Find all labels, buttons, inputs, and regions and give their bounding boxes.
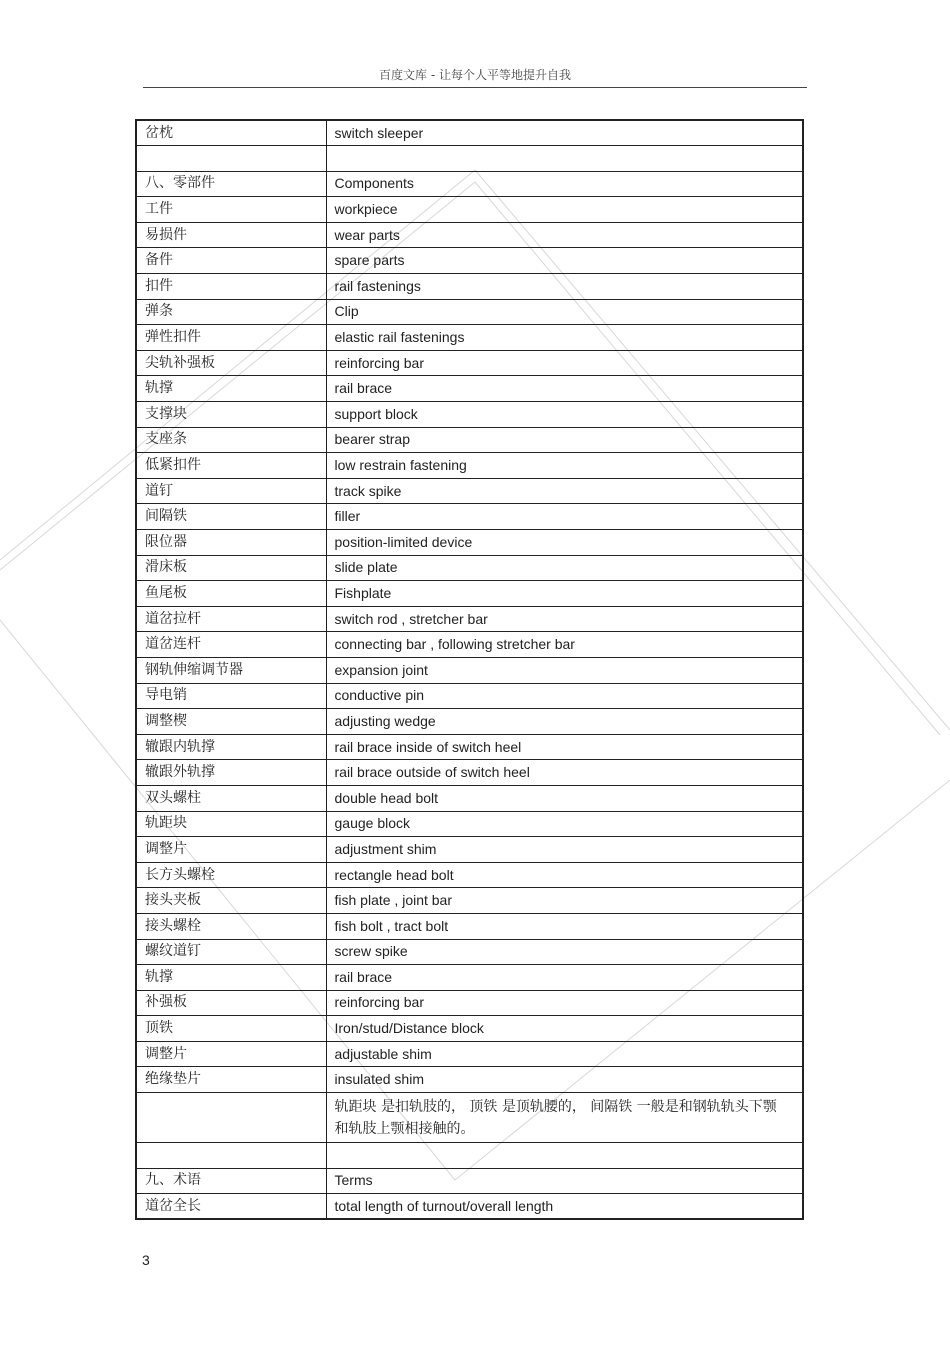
- term-english: screw spike: [326, 939, 803, 965]
- note-text: 轨距块 是扣轨肢的， 顶铁 是顶轨腰的， 间隔铁 一般是和钢轨轨头下颚和轨肢上颚相接触的。: [326, 1093, 803, 1143]
- table-row: [136, 657, 803, 683]
- term-chinese: 螺纹道钉: [136, 939, 326, 965]
- term-english: Fishplate: [326, 581, 803, 607]
- term-chinese: 扣件: [136, 274, 326, 300]
- term-english: rail brace outside of switch heel: [326, 760, 803, 786]
- term-chinese: 岔枕: [136, 120, 326, 146]
- term-english: rectangle head bolt: [326, 862, 803, 888]
- term-chinese: 支撑块: [136, 402, 326, 428]
- term-english: connecting bar , following stretcher bar: [326, 632, 803, 658]
- term-english: track spike: [326, 478, 803, 504]
- term-english: conductive pin: [326, 683, 803, 709]
- term-english: wear parts: [326, 222, 803, 248]
- term-chinese: 道岔连杆: [136, 632, 326, 658]
- table-row: [136, 197, 803, 223]
- term-english: filler: [326, 504, 803, 530]
- term-chinese: 工件: [136, 197, 326, 223]
- term-english: switch rod , stretcher bar: [326, 606, 803, 632]
- term-english: insulated shim: [326, 1067, 803, 1093]
- table-row: [136, 965, 803, 991]
- table-row: [136, 709, 803, 735]
- term-chinese: 易损件: [136, 222, 326, 248]
- table-row: [136, 146, 803, 172]
- term-english: fish bolt , tract bolt: [326, 913, 803, 939]
- term-english: position-limited device: [326, 530, 803, 556]
- term-chinese: 接头螺栓: [136, 913, 326, 939]
- table-row: [136, 299, 803, 325]
- table-row: [136, 581, 803, 607]
- table-row: [136, 325, 803, 351]
- table-row: [136, 1143, 803, 1169]
- term-english: rail brace: [326, 376, 803, 402]
- term-chinese: 轨撑: [136, 376, 326, 402]
- page-number: 3: [142, 1252, 150, 1268]
- term-english: reinforcing bar: [326, 350, 803, 376]
- term-chinese: 九、术语: [136, 1168, 326, 1194]
- table-row: [136, 530, 803, 556]
- table-row: [136, 811, 803, 837]
- term-chinese: 顶铁: [136, 1016, 326, 1042]
- term-english: adjustment shim: [326, 837, 803, 863]
- table-row: [136, 913, 803, 939]
- table-row: [136, 376, 803, 402]
- term-chinese: 道钉: [136, 478, 326, 504]
- table-row: [136, 1067, 803, 1093]
- term-chinese: 弹性扣件: [136, 325, 326, 351]
- table-row: [136, 785, 803, 811]
- table-row: [136, 888, 803, 914]
- term-english: rail brace inside of switch heel: [326, 734, 803, 760]
- term-english: Iron/stud/Distance block: [326, 1016, 803, 1042]
- term-chinese: 八、零部件: [136, 171, 326, 197]
- term-english: fish plate , joint bar: [326, 888, 803, 914]
- term-chinese: 绝缘垫片: [136, 1067, 326, 1093]
- table-row: [136, 478, 803, 504]
- table-row: [136, 990, 803, 1016]
- term-chinese: 调整楔: [136, 709, 326, 735]
- term-english: double head bolt: [326, 785, 803, 811]
- term-english: adjusting wedge: [326, 709, 803, 735]
- term-english: Components: [326, 171, 803, 197]
- term-english: expansion joint: [326, 657, 803, 683]
- term-chinese: 调整片: [136, 837, 326, 863]
- table-row: [136, 555, 803, 581]
- term-english: adjustable shim: [326, 1041, 803, 1067]
- term-chinese: [136, 146, 326, 172]
- term-chinese: 接头夹板: [136, 888, 326, 914]
- term-chinese: 调整片: [136, 1041, 326, 1067]
- term-chinese: 尖轨补强板: [136, 350, 326, 376]
- table-row: [136, 350, 803, 376]
- term-chinese: 双头螺柱: [136, 785, 326, 811]
- term-chinese: 补强板: [136, 990, 326, 1016]
- term-chinese: 导电销: [136, 683, 326, 709]
- glossary-table: [135, 119, 804, 1220]
- term-english: spare parts: [326, 248, 803, 274]
- term-english: rail brace: [326, 965, 803, 991]
- table-row: [136, 862, 803, 888]
- term-english: Clip: [326, 299, 803, 325]
- term-english: support block: [326, 402, 803, 428]
- table-row: [136, 427, 803, 453]
- table-row: [136, 683, 803, 709]
- term-chinese: 钢轨伸缩调节器: [136, 657, 326, 683]
- term-english: gauge block: [326, 811, 803, 837]
- term-english: low restrain fastening: [326, 453, 803, 479]
- term-chinese: 滑床板: [136, 555, 326, 581]
- table-row: [136, 120, 803, 146]
- page-header: [143, 66, 807, 88]
- term-english: [326, 146, 803, 172]
- table-note-row: [136, 1093, 803, 1143]
- table-row: [136, 171, 803, 197]
- term-english: [326, 1143, 803, 1169]
- table-row: [136, 504, 803, 530]
- term-english: slide plate: [326, 555, 803, 581]
- term-chinese: 低紧扣件: [136, 453, 326, 479]
- term-chinese: 限位器: [136, 530, 326, 556]
- term-chinese: 弹条: [136, 299, 326, 325]
- term-chinese: [136, 1143, 326, 1169]
- term-chinese: 辙跟外轨撑: [136, 760, 326, 786]
- term-english: elastic rail fastenings: [326, 325, 803, 351]
- table-row: [136, 248, 803, 274]
- table-row: [136, 606, 803, 632]
- table-row: [136, 632, 803, 658]
- term-english: Terms: [326, 1168, 803, 1194]
- table-row: [136, 222, 803, 248]
- table-row: [136, 1194, 803, 1220]
- header-text: 百度文库 - 让每个人平等地提升自我: [379, 68, 571, 82]
- term-chinese: 间隔铁: [136, 504, 326, 530]
- table-row: [136, 734, 803, 760]
- term-english: switch sleeper: [326, 120, 803, 146]
- table-row: [136, 760, 803, 786]
- term-chinese: [136, 1093, 326, 1143]
- table-row: [136, 939, 803, 965]
- term-chinese: 长方头螺栓: [136, 862, 326, 888]
- term-english: bearer strap: [326, 427, 803, 453]
- term-chinese: 轨距块: [136, 811, 326, 837]
- term-chinese: 道岔全长: [136, 1194, 326, 1220]
- table-row: [136, 1016, 803, 1042]
- table-row: [136, 274, 803, 300]
- term-chinese: 支座条: [136, 427, 326, 453]
- glossary-table-container: [135, 119, 804, 1220]
- table-row: [136, 1168, 803, 1194]
- glossary-table-body: [136, 120, 803, 1219]
- term-chinese: 轨撑: [136, 965, 326, 991]
- term-chinese: 道岔拉杆: [136, 606, 326, 632]
- term-english: rail fastenings: [326, 274, 803, 300]
- term-chinese: 辙跟内轨撑: [136, 734, 326, 760]
- table-row: [136, 402, 803, 428]
- term-english: reinforcing bar: [326, 990, 803, 1016]
- term-english: total length of turnout/overall length: [326, 1194, 803, 1220]
- table-row: [136, 1041, 803, 1067]
- term-chinese: 鱼尾板: [136, 581, 326, 607]
- term-chinese: 备件: [136, 248, 326, 274]
- table-row: [136, 453, 803, 479]
- table-row: [136, 837, 803, 863]
- term-english: workpiece: [326, 197, 803, 223]
